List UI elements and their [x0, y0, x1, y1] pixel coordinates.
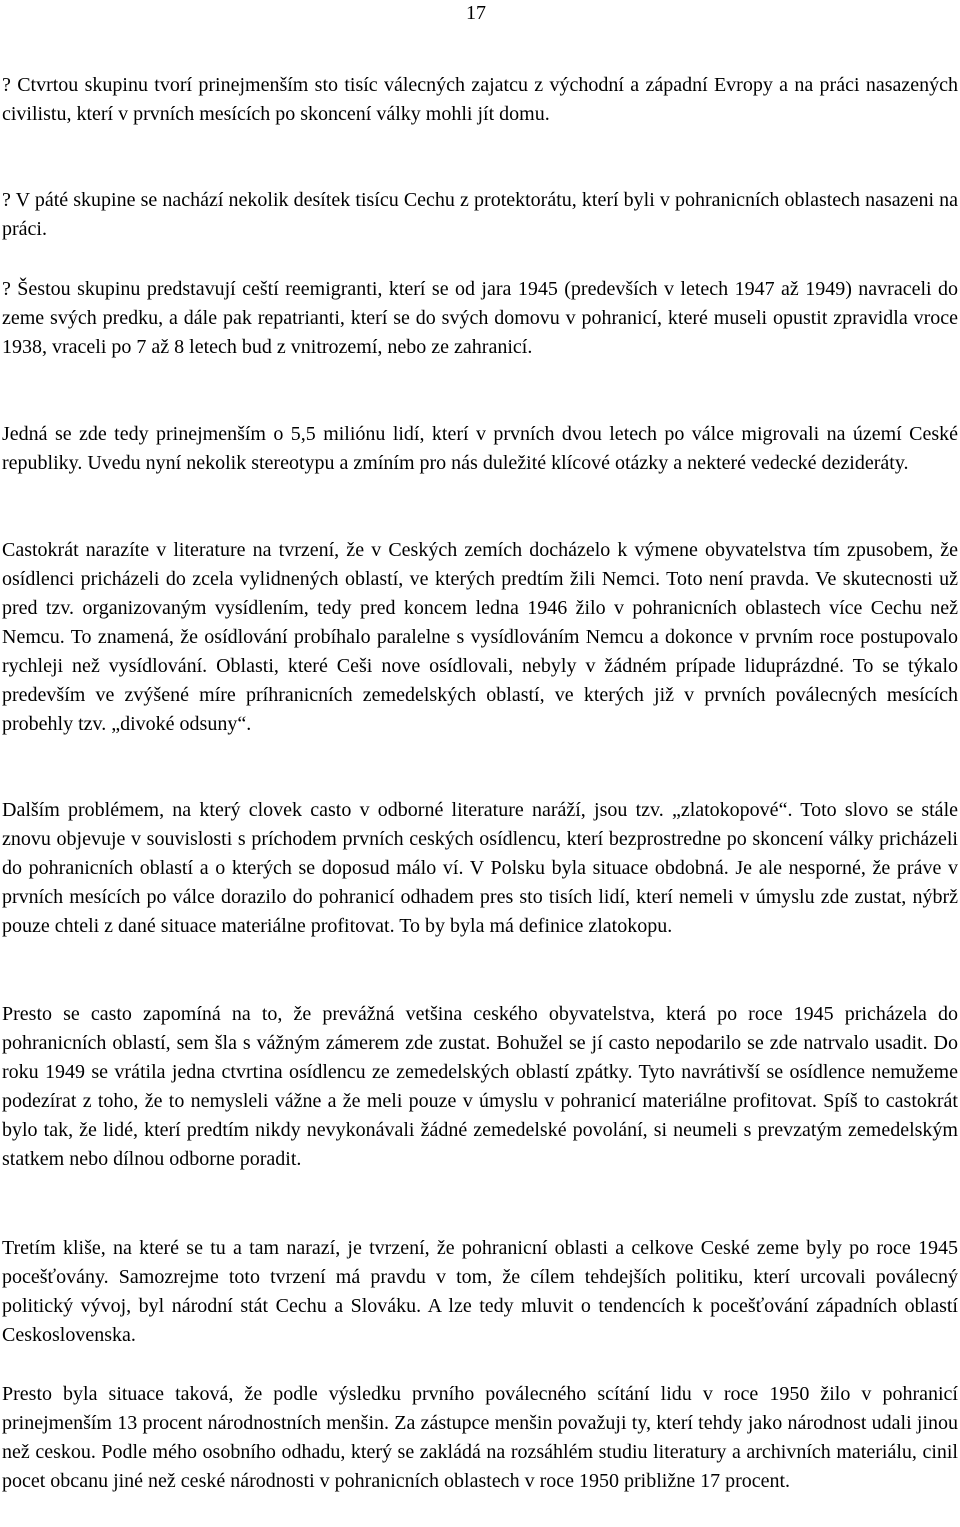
paragraph-third-cliche: Tretím kliše, na které se tu a tam narazí, je tvrzení, že pohranicní oblasti a celkove Ceské zeme byly po roce 1945 pocešťovány. Samozrejme toto tvrzení má pravdu v tom, že cílem tehdejších politiku, kterí urcovali poválecný politický vývoj, byl národní stát Cechu a Slováku. A lze tedy mluvit o tendencích k pocešťování západních oblastí Ceskoslovenska.	[2, 1237, 958, 1346]
paragraph-fifth-group: ? V páté skupine se nachází nekolik desítek tisícu Cechu z protektorátu, kterí byli v pohranicních oblastech nasazeni na práci.	[2, 189, 958, 240]
paragraph-census-1950: Presto byla situace taková, že podle výsledku prvního poválecného scítání lidu v roce 1950 žilo v pohranicí prinejmenším 13 procent národnostních menšin. Za zástupce menšin považuji ty, kterí tehdy jako národnost udali jinou než ceskou. Podle mého osobního odhadu, který se zakládá na rozsáhlém studiu literatury a archivních materiálu, cinil pocet obcanu jiné než ceské národnosti v pohranicních oblastech v roce 1950 približne 17 procent.	[2, 1383, 958, 1492]
paragraph-gold-diggers: Dalším problémem, na který clovek casto v odborné literature naráží, jsou tzv. „zlatokopové“. Toto slovo se stále znovu objevuje v souvislosti s príchodem prvních ceských osídlencu, kterí bezprostredne po skoncení války pricházeli do pohranicních oblastí a o kterých se doposud málo ví. V Polsku byla situace obdobná. Je ale nesporné, že práve v prvních mesících po válce dorazilo do pohranicí odhadem pres sto tisích lidí, kterí nemeli v úmyslu zde zustat, nýbrž pouze chteli z dané situace materiálne profitovat. To by byla má definice zlatokopu.	[2, 799, 958, 937]
page-number: 17	[466, 2, 486, 24]
paragraph-fourth-group: ? Ctvrtou skupinu tvorí prinejmenším sto tisíc válecných zajatcu z východní a západní Evropy a na práci nasazených civilistu, kterí v prvních mesících po skoncení války mohli jít domu.	[2, 74, 958, 125]
paragraph-sixth-group: ? Šestou skupinu predstavují ceští reemigranti, kterí se od jara 1945 (predevších v letech 1947 až 1949) navraceli do zeme svých predku, a dále pak repatrianti, kterí se do svých domovu v pohranicí, které museli opustit zpravidla vroce 1938, vraceli po 7 až 8 letech bud z vnitrozemí, nebo ze zahranicí.	[2, 278, 958, 358]
paragraph-summary: Jedná se zde tedy prinejmenším o 5,5 miliónu lidí, kterí v prvních dvou letech po válce migrovali na území Ceské republiky. Uvedu nyní nekolik stereotypu a zmíním pro nás duležité klícové otázky a nekteré vedecké dezideráty.	[2, 423, 958, 474]
paragraph-settlers-intent: Presto se casto zapomíná na to, že prevážná vetšina ceského obyvatelstva, která po roce 1945 pricházela do pohranicních oblastí, sem šla s vážným zámerem zde zustat. Bohužel se jí casto nepodarilo se zde natrvalo usadit. Do roku 1949 se vrátila jedna ctvrtina osídlencu ze zemedelských oblastí zpátky. Tyto navrátivší se osídlence nemužeme podezírat z toho, že to nemysleli vážne a že meli pouze v úmyslu v pohranicí materiálne profitovat. Spíš to castokrát bylo tak, že lidé, kterí predtím nikdy nevykonávali žádné zemedelské povolání, si neumeli s prevzatým zemedelským statkem nebo dílnou odborne poradit.	[2, 1003, 958, 1170]
paragraph-exchange-claim: Castokrát narazíte v literature na tvrzení, že v Ceských zemích docházelo k výmene obyvatelstva tím zpusobem, že osídlenci pricházeli do zcela vylidnených oblastí, ve kterých predtím žili Nemci. Toto není pravda. Ve skutecnosti už pred tzv. organizovaným vysídlením, tedy pred koncem ledna 1946 žilo v pohranicních oblastech více Cechu než Nemcu. To znamená, že osídlování probíhalo paralelne s vysídlováním Nemcu a dokonce v prvním roce postupovalo rychleji než vysídlování. Oblasti, které Ceši nove osídlovali, nebyly v žádném prípade liduprázdné. To se týkalo predevším ve zvýšené míre príhranicních zemedelských oblastí, ve kterých již v prvních poválecných mesících probehly tzv. „divoké odsuny“.	[2, 539, 958, 735]
